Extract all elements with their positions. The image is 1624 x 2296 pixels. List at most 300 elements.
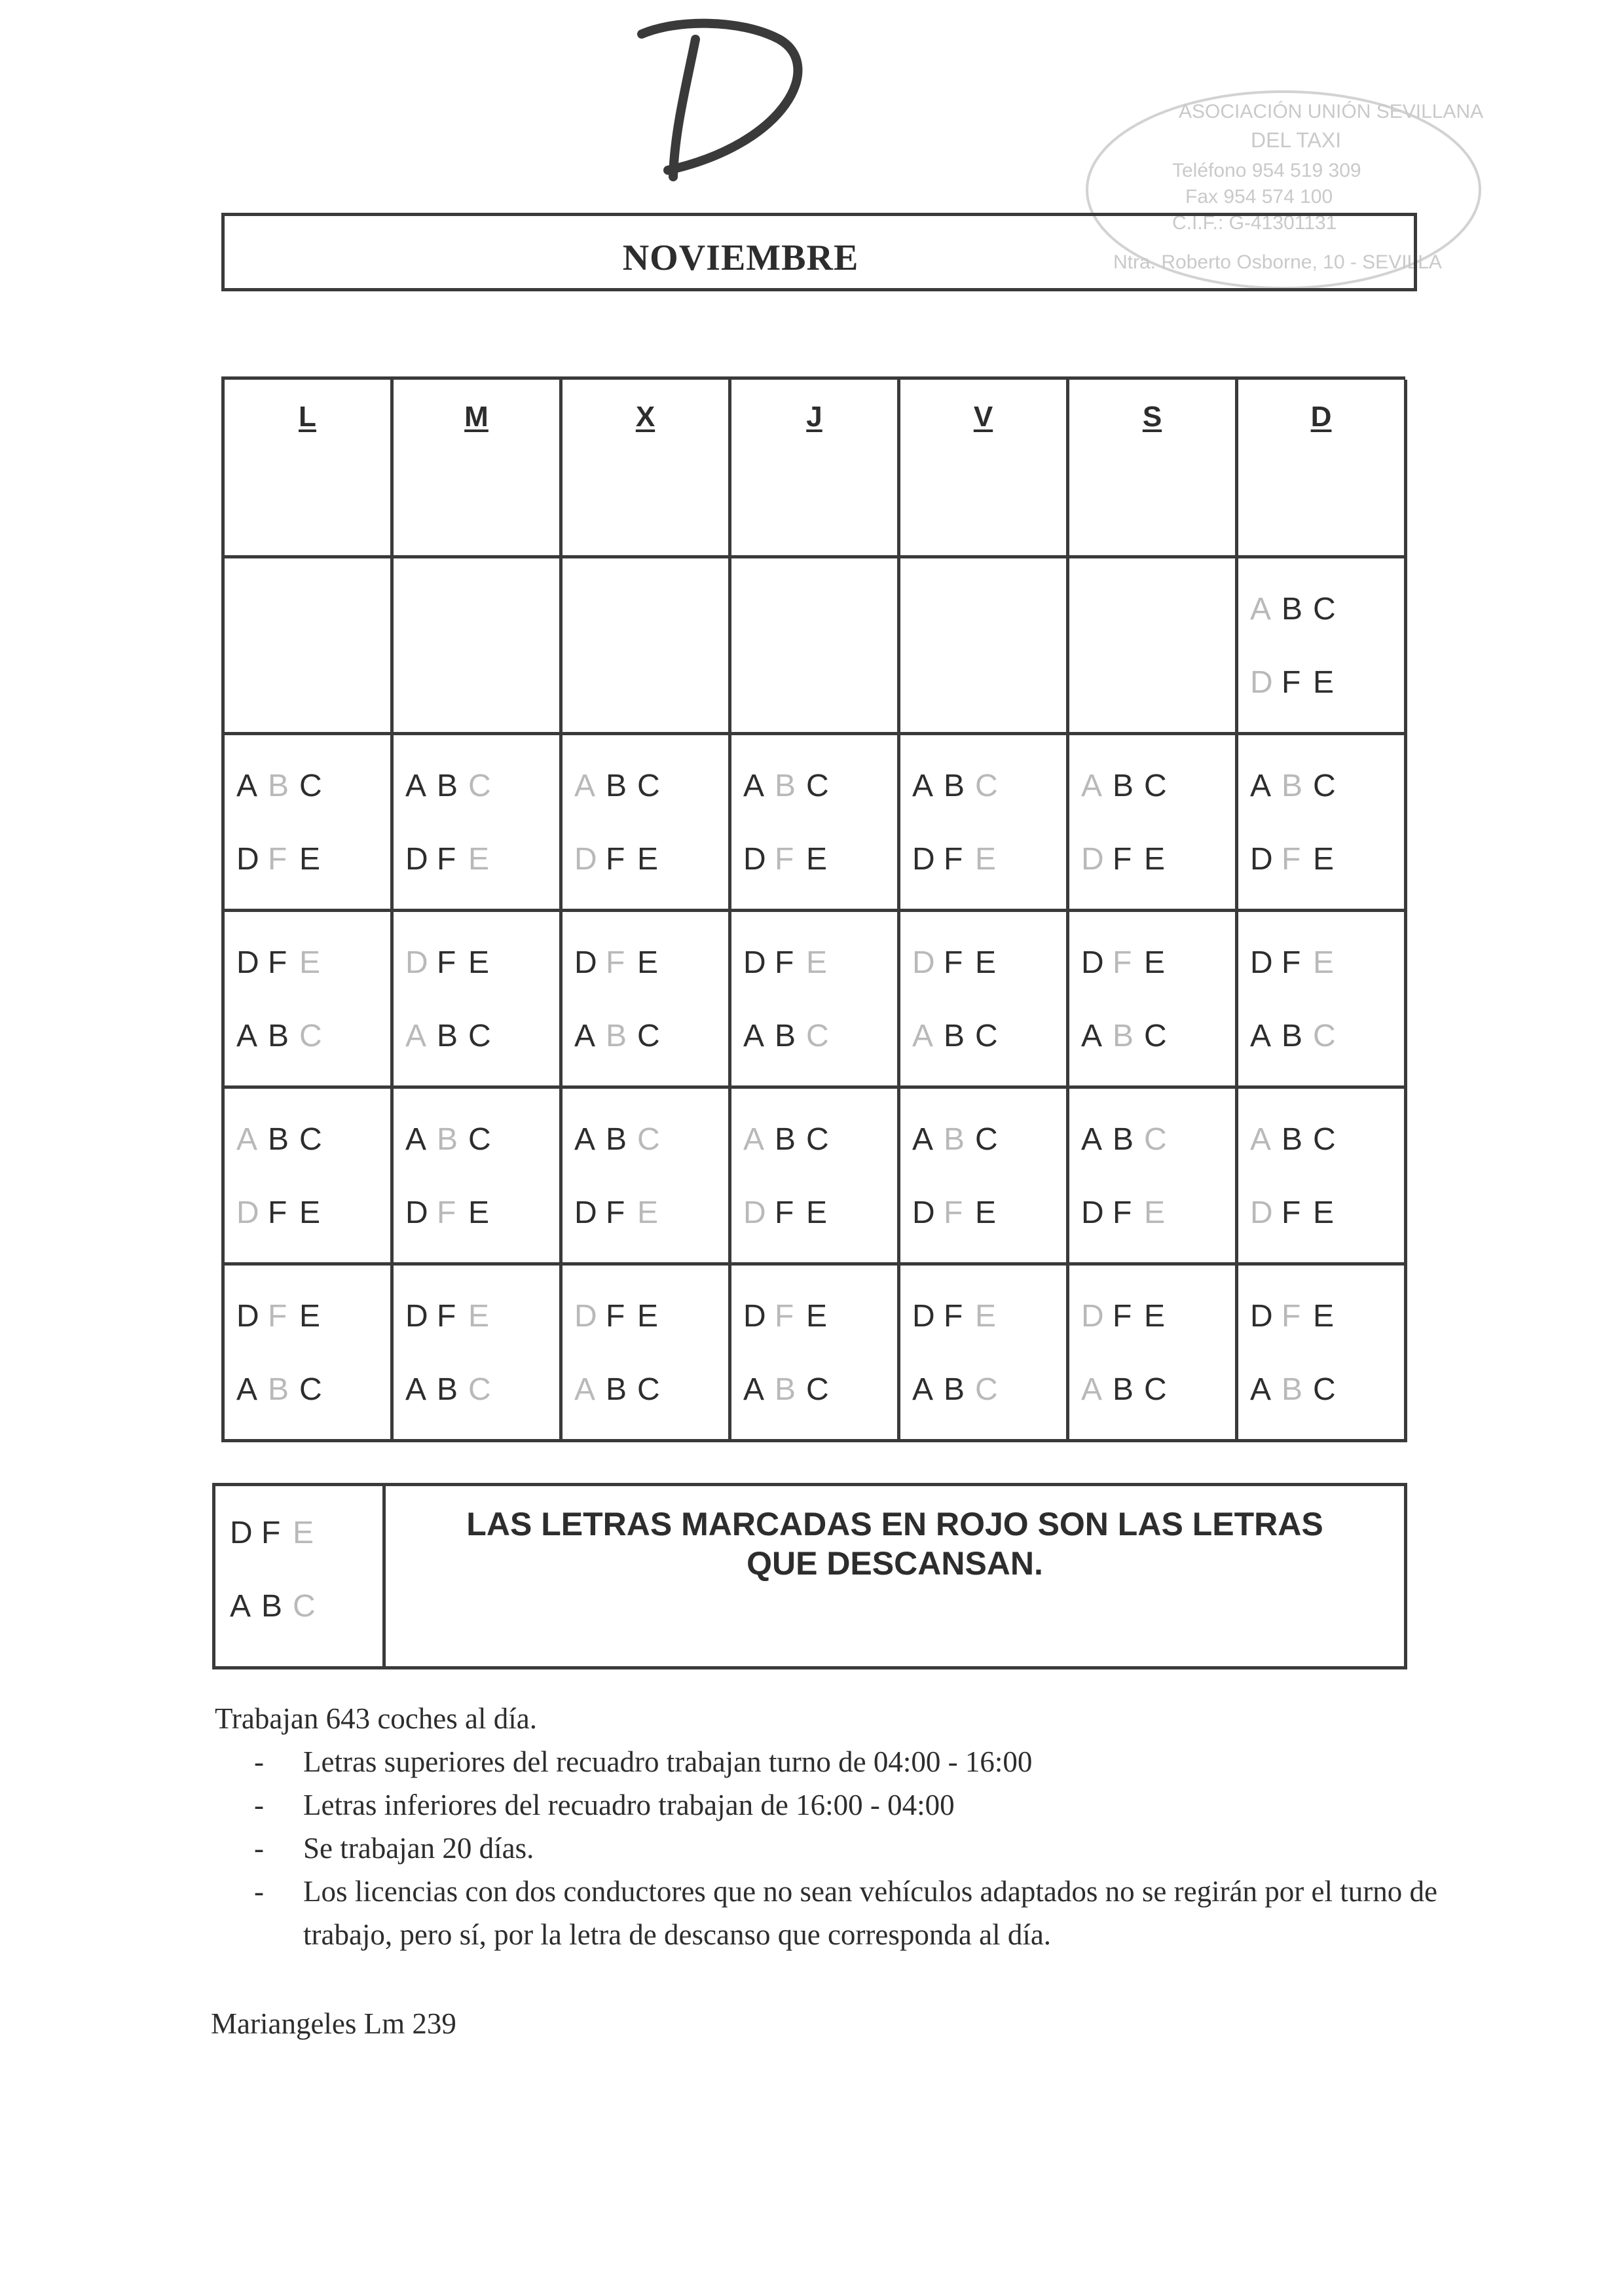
- evening-shift-letters: [405, 1176, 500, 1250]
- morning-shift-letters: [574, 1103, 669, 1176]
- weekday-label: D: [1310, 401, 1332, 433]
- calendar-cell: [215, 1486, 386, 1666]
- evening-shift-letters: [1250, 646, 1344, 720]
- rest-letter: A: [574, 1372, 596, 1407]
- rest-letter: C: [1144, 1122, 1167, 1157]
- evening-shift-letters: [1250, 1353, 1344, 1427]
- calendar-cell: [1238, 1266, 1407, 1442]
- working-letter: A: [236, 1019, 258, 1053]
- svg-text:Fax 954 574 100: Fax 954 574 100: [1185, 186, 1333, 208]
- morning-shift-letters: [912, 750, 1006, 823]
- working-letter: D: [1081, 945, 1104, 980]
- svg-text:C.I.F.: G-41301131: C.I.F.: G-41301131: [1172, 212, 1337, 234]
- morning-shift-letters: [574, 750, 669, 823]
- shift-letters: [236, 926, 331, 1073]
- weekday-header-cell: [1069, 380, 1238, 558]
- working-letter: A: [743, 1019, 765, 1053]
- rest-letter: A: [912, 1019, 934, 1053]
- working-letter: E: [299, 1195, 321, 1230]
- shift-letters: [912, 1280, 1006, 1427]
- working-letter: B: [1113, 1122, 1134, 1157]
- weekday-label: V: [973, 401, 993, 433]
- working-letter: C: [1144, 769, 1167, 803]
- working-letter: E: [299, 842, 321, 877]
- working-letter: D: [574, 1195, 597, 1230]
- week-row: [225, 558, 1405, 735]
- shift-letters: [912, 1103, 1006, 1250]
- notes-intro: Trabajan 643 coches al día.: [215, 1702, 537, 1735]
- weekday-header-row: [225, 380, 1405, 558]
- shift-letters: [1081, 926, 1175, 1073]
- calendar-cell: [225, 1266, 394, 1442]
- weekday-label: M: [464, 401, 489, 433]
- working-letter: F: [944, 1299, 963, 1334]
- working-letter: F: [1282, 665, 1301, 700]
- rest-letter: F: [606, 945, 625, 980]
- morning-shift-letters: [1081, 1280, 1175, 1353]
- morning-shift-letters: [405, 926, 500, 1000]
- rest-letter: A: [236, 1122, 258, 1157]
- working-letter: D: [236, 842, 259, 877]
- working-letter: A: [1250, 769, 1272, 803]
- shift-letters: [405, 1103, 500, 1250]
- working-letter: D: [743, 945, 766, 980]
- week-row: [225, 1266, 1405, 1442]
- working-letter: B: [268, 1019, 289, 1053]
- working-letter: F: [437, 945, 456, 980]
- working-letter: E: [1144, 842, 1166, 877]
- rest-letter: B: [268, 1372, 289, 1407]
- working-letter: A: [405, 1372, 427, 1407]
- rest-letter: E: [637, 1195, 659, 1230]
- rest-letter: F: [944, 1195, 963, 1230]
- working-letter: F: [606, 1299, 625, 1334]
- notes-item: - Se trabajan 20 días.: [254, 1827, 1459, 1870]
- month-header-box: [221, 213, 1417, 291]
- shift-letters: [236, 750, 331, 896]
- rest-letter: C: [468, 769, 491, 803]
- rest-letter: D: [912, 945, 935, 980]
- working-letter: A: [405, 769, 427, 803]
- author-signature: Mariangeles Lm 239: [211, 2007, 456, 2040]
- working-letter: C: [806, 769, 829, 803]
- rest-letter: A: [1250, 1122, 1272, 1157]
- working-letter: A: [743, 1372, 765, 1407]
- notes-item: - Letras superiores del recuadro trabajan turno de 04:00 - 16:00: [254, 1740, 1459, 1783]
- working-letter: E: [806, 842, 828, 877]
- working-letter: F: [775, 945, 794, 980]
- notice-line-2: QUE DESCANSAN.: [747, 1545, 1043, 1582]
- empty-cell: [731, 558, 900, 735]
- working-letter: B: [437, 769, 458, 803]
- working-letter: A: [912, 1122, 934, 1157]
- morning-shift-letters: [236, 750, 331, 823]
- calendar-cell: [394, 1266, 563, 1442]
- rest-letter: B: [775, 769, 796, 803]
- working-letter: C: [637, 1372, 660, 1407]
- rest-letter: A: [743, 1122, 765, 1157]
- evening-shift-letters: [912, 1000, 1006, 1073]
- working-letter: A: [230, 1589, 251, 1624]
- evening-shift-letters: [236, 823, 331, 896]
- working-letter: D: [1081, 1195, 1104, 1230]
- calendar-cell: [1238, 912, 1407, 1089]
- weekday-header-cell: [563, 380, 731, 558]
- working-letter: E: [637, 1299, 659, 1334]
- rest-letter: C: [975, 1372, 998, 1407]
- working-letter: D: [574, 945, 597, 980]
- calendar-cell: [1069, 1089, 1238, 1266]
- rest-letter: E: [1144, 1195, 1166, 1230]
- working-letter: D: [912, 1299, 935, 1334]
- notes-item: - Los licencias con dos conductores que no sean vehículos adaptados no se regirán por el turno de trabajo, pero sí, por la letra de descanso que corresponda al día.: [254, 1870, 1459, 1956]
- working-letter: D: [405, 1299, 428, 1334]
- weekday-header-cell: [900, 380, 1069, 558]
- morning-shift-letters: [1081, 750, 1175, 823]
- working-letter: A: [1250, 1372, 1272, 1407]
- calendar-cell: [731, 1089, 900, 1266]
- rest-letter: F: [268, 1299, 287, 1334]
- calendar-cell: [731, 1266, 900, 1442]
- morning-shift-letters: [230, 1497, 324, 1570]
- rest-letter: E: [293, 1516, 314, 1550]
- calendar-cell: [563, 912, 731, 1089]
- working-letter: F: [1282, 945, 1301, 980]
- working-letter: C: [1313, 1122, 1336, 1157]
- working-letter: D: [236, 1299, 259, 1334]
- shift-letters: [574, 926, 669, 1073]
- working-letter: C: [637, 769, 660, 803]
- calendar-cell: [1069, 735, 1238, 912]
- working-letter: A: [1081, 1122, 1103, 1157]
- working-letter: B: [606, 769, 627, 803]
- weekday-label: L: [299, 401, 316, 433]
- working-letter: B: [1113, 1372, 1134, 1407]
- working-letter: F: [606, 1195, 625, 1230]
- evening-shift-letters: [405, 1353, 500, 1427]
- rest-letter: C: [637, 1122, 660, 1157]
- evening-shift-letters: [912, 1353, 1006, 1427]
- rest-letter: F: [437, 1195, 456, 1230]
- morning-shift-letters: [1250, 1103, 1344, 1176]
- rest-letter: C: [806, 1019, 829, 1053]
- rest-letter: B: [268, 769, 289, 803]
- working-letter: D: [1250, 842, 1273, 877]
- calendar-cell: [225, 735, 394, 912]
- shift-letters: [1250, 1280, 1344, 1427]
- calendar-cell: [731, 735, 900, 912]
- evening-shift-letters: [912, 823, 1006, 896]
- evening-shift-letters: [743, 1353, 838, 1427]
- working-letter: B: [944, 1019, 965, 1053]
- rest-letter: F: [775, 1299, 794, 1334]
- working-letter: A: [912, 769, 934, 803]
- working-letter: F: [944, 842, 963, 877]
- working-letter: B: [1113, 769, 1134, 803]
- morning-shift-letters: [743, 1103, 838, 1176]
- shift-letters: [743, 1280, 838, 1427]
- working-letter: B: [606, 1122, 627, 1157]
- evening-shift-letters: [912, 1176, 1006, 1250]
- working-letter: A: [236, 1372, 258, 1407]
- morning-shift-letters: [743, 1280, 838, 1353]
- working-letter: C: [468, 1019, 491, 1053]
- rest-letter: C: [293, 1589, 316, 1624]
- working-letter: C: [1313, 769, 1336, 803]
- empty-cell: [1069, 558, 1238, 735]
- rest-letter: B: [1113, 1019, 1134, 1053]
- rest-letter: B: [1282, 769, 1303, 803]
- calendar-cell: [1069, 1266, 1238, 1442]
- shift-letters: [574, 1103, 669, 1250]
- evening-shift-letters: [1250, 1000, 1344, 1073]
- evening-shift-letters: [236, 1176, 331, 1250]
- evening-shift-letters: [1250, 1176, 1344, 1250]
- week-row: [225, 912, 1405, 1089]
- rest-letter: B: [944, 1122, 965, 1157]
- working-letter: A: [574, 1122, 596, 1157]
- working-letter: E: [1144, 1299, 1166, 1334]
- morning-shift-letters: [236, 1103, 331, 1176]
- evening-shift-letters: [574, 1353, 669, 1427]
- shift-letters: [743, 926, 838, 1073]
- rest-letter: F: [1282, 842, 1301, 877]
- rest-letter: B: [775, 1372, 796, 1407]
- evening-shift-letters: [1250, 823, 1344, 896]
- calendar-cell: [1069, 912, 1238, 1089]
- empty-cell: [394, 558, 563, 735]
- evening-shift-letters: [1081, 1176, 1175, 1250]
- morning-shift-letters: [1250, 1280, 1344, 1353]
- working-letter: E: [637, 842, 659, 877]
- svg-text:ASOCIACIÓN UNIÓN SEVILLANA: ASOCIACIÓN UNIÓN SEVILLANA: [1179, 101, 1484, 122]
- working-letter: C: [1144, 1372, 1167, 1407]
- morning-shift-letters: [236, 1280, 331, 1353]
- working-letter: C: [975, 1122, 998, 1157]
- working-letter: F: [437, 842, 456, 877]
- notice-line-1: LAS LETRAS MARCADAS EN ROJO SON LAS LETRAS: [466, 1506, 1323, 1542]
- shift-letters: [236, 1280, 331, 1427]
- shift-letters: [574, 750, 669, 896]
- working-letter: E: [975, 945, 997, 980]
- rest-letter: E: [299, 945, 321, 980]
- rest-letter: D: [236, 1195, 259, 1230]
- working-letter: E: [299, 1299, 321, 1334]
- working-letter: C: [299, 1372, 322, 1407]
- shift-letters: [912, 750, 1006, 896]
- shift-letters: [912, 926, 1006, 1073]
- working-letter: F: [1282, 1195, 1301, 1230]
- notes-item: - Letras inferiores del recuadro trabajan de 16:00 - 04:00: [254, 1783, 1459, 1827]
- morning-shift-letters: [574, 1280, 669, 1353]
- working-letter: B: [1282, 1122, 1303, 1157]
- svg-text:DEL TAXI: DEL TAXI: [1251, 128, 1342, 152]
- working-letter: F: [1113, 1195, 1132, 1230]
- rest-letter: A: [405, 1019, 427, 1053]
- week-row: [225, 1089, 1405, 1266]
- month-title: NOVIEMBRE: [622, 238, 859, 278]
- working-letter: D: [230, 1516, 253, 1550]
- svg-text:Ntra. Roberto Osborne, 10 - SE: Ntra. Roberto Osborne, 10 - SEVILLA: [1113, 251, 1442, 273]
- working-letter: F: [606, 842, 625, 877]
- working-letter: F: [775, 1195, 794, 1230]
- working-letter: A: [574, 1019, 596, 1053]
- evening-shift-letters: [1081, 1000, 1175, 1073]
- calendar-cell: [1238, 558, 1407, 735]
- working-letter: B: [1282, 1019, 1303, 1053]
- weekday-label: S: [1142, 401, 1162, 433]
- working-letter: E: [637, 945, 659, 980]
- working-letter: D: [405, 842, 428, 877]
- shift-letters: [1250, 750, 1344, 896]
- working-letter: D: [912, 1195, 935, 1230]
- morning-shift-letters: [1250, 926, 1344, 1000]
- weekday-header-cell: [731, 380, 900, 558]
- working-letter: B: [775, 1019, 796, 1053]
- rest-letter: D: [1081, 842, 1104, 877]
- final-row: [212, 1483, 1407, 1669]
- working-letter: B: [1282, 592, 1303, 627]
- morning-shift-letters: [912, 1103, 1006, 1176]
- working-letter: A: [912, 1372, 934, 1407]
- working-letter: B: [437, 1372, 458, 1407]
- working-letter: E: [1313, 1195, 1335, 1230]
- shift-letters: [574, 1280, 669, 1427]
- evening-shift-letters: [574, 823, 669, 896]
- rest-letter: F: [268, 842, 287, 877]
- shift-letters: [1081, 750, 1175, 896]
- rest-letter: C: [468, 1372, 491, 1407]
- calendar-cell: [900, 912, 1069, 1089]
- evening-shift-letters: [1081, 1353, 1175, 1427]
- rest-letter: F: [1113, 945, 1132, 980]
- working-letter: B: [775, 1122, 796, 1157]
- rest-letter: A: [1250, 592, 1272, 627]
- working-letter: C: [806, 1372, 829, 1407]
- weekday-header-cell: [225, 380, 394, 558]
- weekday-label: J: [806, 401, 822, 433]
- rest-letter: B: [437, 1122, 458, 1157]
- rest-letter: D: [1250, 1195, 1273, 1230]
- morning-shift-letters: [1250, 750, 1344, 823]
- calendar-cell: [563, 735, 731, 912]
- evening-shift-letters: [1081, 823, 1175, 896]
- working-letter: B: [437, 1019, 458, 1053]
- morning-shift-letters: [574, 926, 669, 1000]
- calendar-cell: [225, 1089, 394, 1266]
- morning-shift-letters: [912, 1280, 1006, 1353]
- working-letter: D: [405, 1195, 428, 1230]
- evening-shift-letters: [236, 1353, 331, 1427]
- calendar-cell: [225, 912, 394, 1089]
- morning-shift-letters: [405, 750, 500, 823]
- rest-letter: E: [975, 1299, 997, 1334]
- shift-letters: [405, 926, 500, 1073]
- rest-letter: D: [574, 1299, 597, 1334]
- weekday-header-cell: [1238, 380, 1407, 558]
- weekday-label: X: [635, 401, 655, 433]
- working-letter: D: [236, 945, 259, 980]
- working-letter: D: [912, 842, 935, 877]
- notice-text: [386, 1486, 1404, 1666]
- shift-letters: [236, 1103, 331, 1250]
- working-letter: C: [975, 1019, 998, 1053]
- shift-letters: [1250, 573, 1344, 720]
- evening-shift-letters: [743, 1176, 838, 1250]
- morning-shift-letters: [405, 1103, 500, 1176]
- working-letter: E: [468, 945, 490, 980]
- evening-shift-letters: [230, 1570, 324, 1643]
- calendar-cell: [1238, 1089, 1407, 1266]
- rest-letter: E: [468, 1299, 490, 1334]
- rest-letter: C: [1313, 1019, 1336, 1053]
- working-letter: F: [261, 1516, 281, 1550]
- working-letter: E: [1313, 842, 1335, 877]
- working-letter: B: [606, 1372, 627, 1407]
- calendar-cell: [563, 1266, 731, 1442]
- rest-letter: C: [299, 1019, 322, 1053]
- rest-letter: D: [405, 945, 428, 980]
- calendar-cell: [900, 735, 1069, 912]
- calendar-cell: [900, 1266, 1069, 1442]
- working-letter: A: [405, 1122, 427, 1157]
- week-row: [225, 735, 1405, 912]
- empty-cell: [225, 558, 394, 735]
- rest-letter: D: [743, 1195, 766, 1230]
- working-letter: D: [1250, 945, 1273, 980]
- working-letter: F: [268, 945, 287, 980]
- working-letter: C: [468, 1122, 491, 1157]
- working-letter: E: [806, 1299, 828, 1334]
- shift-letters: [1081, 1103, 1175, 1250]
- working-letter: D: [1250, 1299, 1273, 1334]
- working-letter: A: [1250, 1019, 1272, 1053]
- working-letter: A: [743, 769, 765, 803]
- rest-letter: E: [468, 842, 490, 877]
- rest-letter: E: [975, 842, 997, 877]
- working-letter: A: [236, 769, 258, 803]
- morning-shift-letters: [912, 926, 1006, 1000]
- rest-letter: F: [1282, 1299, 1301, 1334]
- evening-shift-letters: [405, 823, 500, 896]
- working-letter: E: [468, 1195, 490, 1230]
- calendar-grid: [221, 376, 1405, 1442]
- working-letter: C: [1313, 1372, 1336, 1407]
- working-letter: C: [637, 1019, 660, 1053]
- working-letter: C: [1144, 1019, 1167, 1053]
- shift-letters: [743, 1103, 838, 1250]
- calendar-cell: [900, 1089, 1069, 1266]
- svg-text:Teléfono 954 519 309: Teléfono 954 519 309: [1172, 160, 1361, 181]
- calendar-cell: [1238, 735, 1407, 912]
- working-letter: F: [268, 1195, 287, 1230]
- handwritten-letter-d: [629, 13, 825, 183]
- rest-letter: A: [1081, 1372, 1103, 1407]
- morning-shift-letters: [1081, 926, 1175, 1000]
- morning-shift-letters: [1081, 1103, 1175, 1176]
- working-letter: C: [299, 1122, 322, 1157]
- calendar-cell: [731, 912, 900, 1089]
- evening-shift-letters: [743, 1000, 838, 1073]
- rest-letter: D: [1250, 665, 1273, 700]
- working-letter: C: [1313, 592, 1336, 627]
- rest-letter: D: [1081, 1299, 1104, 1334]
- shift-letters: [230, 1497, 324, 1643]
- working-letter: C: [806, 1122, 829, 1157]
- working-letter: F: [1113, 842, 1132, 877]
- evening-shift-letters: [574, 1176, 669, 1250]
- working-letter: E: [806, 1195, 828, 1230]
